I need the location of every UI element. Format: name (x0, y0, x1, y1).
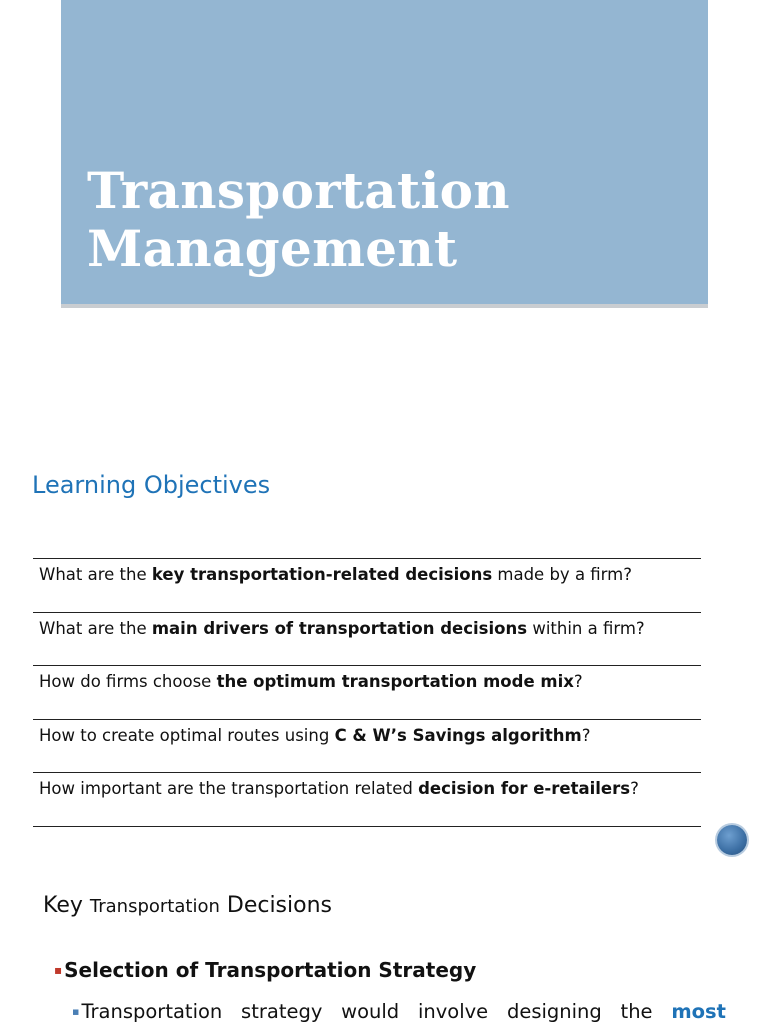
objective-text: ? (630, 779, 639, 798)
bullet-word-accent: most (671, 1000, 726, 1023)
objective-text: within a firm? (527, 618, 645, 638)
objective-text: How important are the transportation related (39, 779, 419, 798)
key-decisions-heading (43, 893, 332, 918)
heading-word-key: Key (43, 893, 83, 918)
title-line-2: Management (87, 219, 458, 278)
objective-emphasis: C & W’s Savings algorithm (334, 725, 582, 745)
objective-row (33, 613, 701, 667)
learning-objectives-heading: Learning Objectives (32, 471, 271, 499)
square-bullet-icon: ▪ (72, 1005, 80, 1018)
objectives-table (33, 558, 701, 827)
bullet-text: Selection of Transportation Strategy (64, 958, 477, 982)
objective-text: ? (573, 672, 583, 691)
objective-text: How do firms choose (39, 672, 217, 691)
objective-text: made by a firm? (492, 565, 633, 584)
objective-row (33, 666, 701, 720)
objective-row (33, 720, 701, 774)
title-banner (61, 0, 708, 308)
objective-text: ? (581, 725, 591, 745)
bullet-word: Transportation (81, 1000, 223, 1023)
objective-text: What are the (39, 565, 152, 584)
bullet-word: strategy (241, 1000, 323, 1023)
slide-nav-circle-icon[interactable] (717, 825, 747, 855)
objective-row (33, 559, 701, 613)
sub-bullet-first-word (72, 1000, 222, 1023)
bullet-word: designing (506, 1000, 602, 1023)
bullet-selection-strategy (54, 958, 476, 982)
bullet-word: would (341, 1000, 400, 1023)
objective-emphasis: key transportation-related decisions (151, 565, 493, 584)
title-line-1: Transportation (87, 161, 510, 220)
square-bullet-icon: ▪ (54, 963, 63, 977)
objective-emphasis: decision for e-retailers (418, 779, 631, 798)
objective-row (33, 773, 701, 827)
heading-word-transportation: Transportation (89, 896, 220, 917)
objective-text: How to create optimal routes using (39, 725, 335, 745)
heading-word-decisions: Decisions (226, 893, 332, 918)
bullet-word: involve (417, 1000, 489, 1023)
sub-bullet-strategy (72, 1000, 726, 1023)
objective-text: What are the (39, 618, 152, 638)
objective-emphasis: the optimum transportation mode mix (216, 672, 574, 691)
document-title (87, 162, 510, 278)
objective-emphasis: main drivers of transportation decisions (151, 618, 528, 638)
bullet-word: the (620, 1000, 653, 1023)
